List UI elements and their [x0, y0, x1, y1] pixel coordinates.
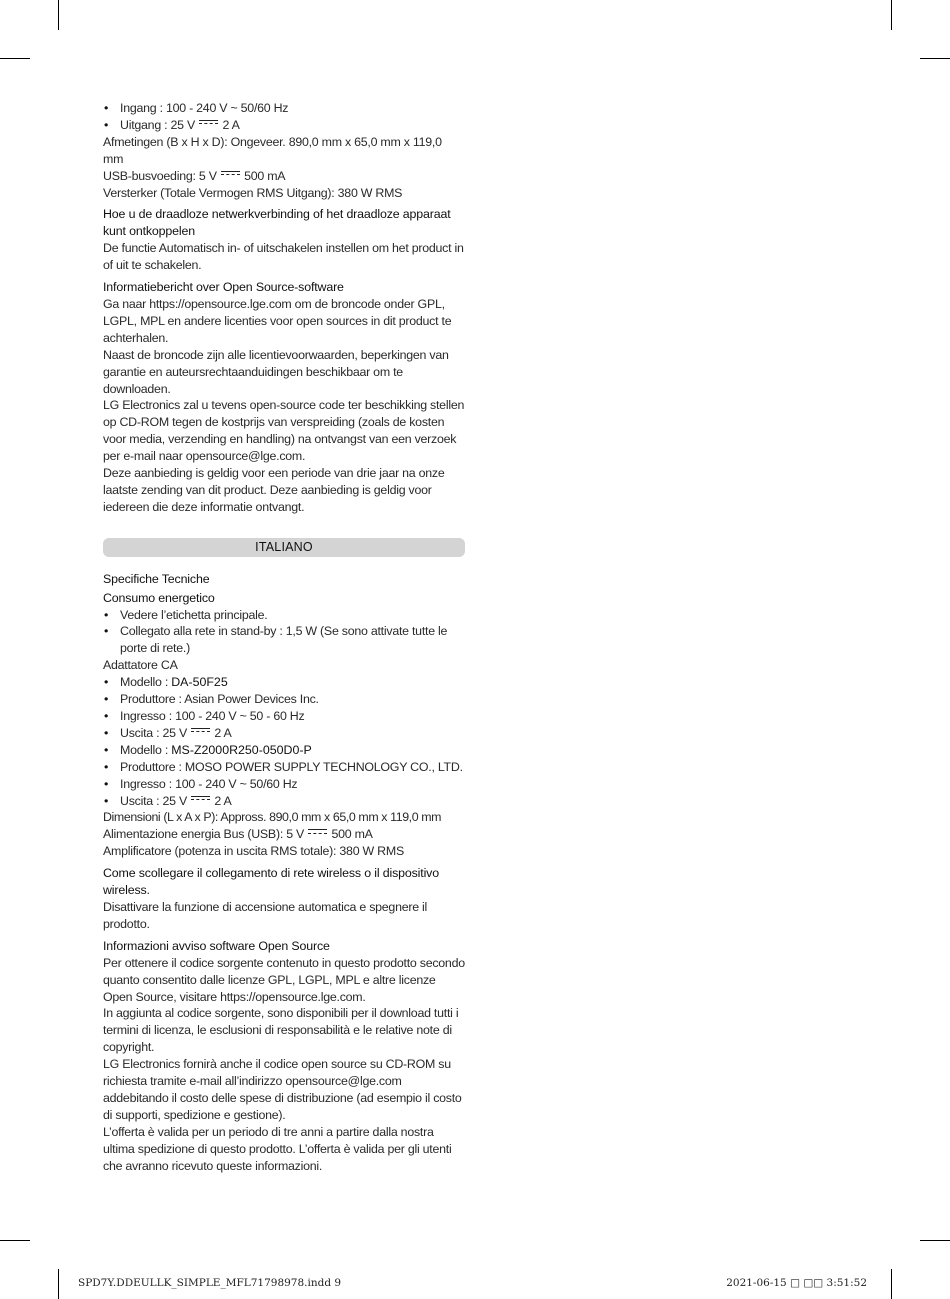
crop-mark-top-right-h — [920, 58, 950, 59]
nl-oss-paragraph-1: Ga naar https://opensource.lge.com om de broncode onder GPL, LGPL, MPL en andere licenties voor open sources in dit product te achterhalen. — [103, 296, 452, 345]
it-usb-label: Alimentazione energia Bus (USB): 5 V — [103, 827, 305, 842]
crop-mark-top-right-v — [891, 0, 892, 30]
it-specs-heading: Specifiche Tecniche — [103, 571, 210, 586]
dc-symbol-icon — [199, 120, 218, 128]
nl-usb-label: USB-busvoeding: 5 V — [103, 168, 217, 183]
it-adapter-heading: Adattatore CA — [103, 658, 178, 673]
footer-timestamp: 2021-06-15 □ □□ 3:51:52 — [726, 1277, 867, 1289]
nl-output-item — [103, 117, 465, 134]
item-label: Ingresso : 100 - 240 V ~ 50/60 Hz — [120, 776, 298, 791]
nl-oss-paragraph-3: LG Electronics zal u tevens open-source code ter beschikking stellen op CD-ROM tegen de kostprijs van verspreiding (zoals de kosten voor media, verzending en handling) na ontvangst van een verzoek per e-mail naar opensource@lge.com. — [103, 398, 465, 464]
nl-output-item — [103, 100, 465, 117]
item-label: Produttore : MOSO POWER SUPPLY TECHNOLOGY CO., LTD. — [120, 759, 463, 774]
item-label: Produttore : Asian Power Devices Inc. — [120, 692, 319, 707]
nl-amplifier: Versterker (Totale Vermogen RMS Uitgang): 380 W RMS — [103, 185, 403, 200]
dc-symbol-icon — [191, 728, 210, 736]
crop-mark-bottom-right-h — [920, 1240, 950, 1241]
it-adapter-item — [103, 708, 465, 725]
crop-mark-bottom-left-h — [0, 1240, 30, 1241]
it-adapter-item — [103, 793, 465, 810]
nl-oss-heading: Informatiebericht over Open Source-software — [103, 280, 344, 295]
it-power-list — [103, 607, 465, 658]
it-amplifier: Amplificatore (potenza in uscita RMS totale): 380 W RMS — [103, 844, 404, 859]
it-oss-paragraph-3: LG Electronics fornirà anche il codice open source su CD-ROM su richiesta tramite e-mail all’indirizzo opensource@lge.com addebitando il costo delle spese di distribuzione (ad esempio il costo di supporti, spedizione e gestione). — [103, 1057, 462, 1122]
it-adapter-item — [103, 691, 465, 708]
item-value: 2 A — [214, 725, 232, 740]
nl-usb-value: 500 mA — [244, 168, 286, 183]
crop-mark-bottom-left-v — [58, 1269, 59, 1299]
item-value: 2 A — [222, 117, 240, 132]
crop-mark-top-left-h — [0, 58, 30, 59]
item-value: 2 A — [214, 793, 232, 808]
it-usb-power — [103, 826, 465, 843]
item-label: Ingresso : 100 - 240 V ~ 50 - 60 Hz — [120, 709, 305, 723]
it-oss-paragraph-2: In aggiunta al codice sorgente, sono disponibili per il download tutti i termini di licenza, le esclusioni di responsabilità e le relative note di copyright. — [103, 1006, 459, 1055]
it-adapter-list — [103, 674, 465, 809]
it-oss-paragraph-4: L’offerta è valida per un periodo di tre anni a partire dalla nostra ultima spedizione di questo prodotto. L’offerta è valida per gli utenti che avranno ricevuto queste informazioni. — [103, 1124, 452, 1173]
it-dimensions: Dimensioni (L x A x P): Appross. 890,0 mm x 65,0 mm x 119,0 mm — [103, 810, 442, 825]
item-label: Uscita : 25 V — [120, 793, 187, 808]
language-section-bar: ITALIANO — [103, 538, 465, 557]
nl-dimensions: Afmetingen (B x H x D): Ongeveer. 890,0 mm x 65,0 mm x 119,0 mm — [103, 134, 442, 166]
crop-mark-bottom-right-v — [891, 1269, 892, 1299]
item-label: Uscita : 25 V — [120, 725, 187, 740]
it-adapter-item — [103, 725, 465, 742]
nl-oss-paragraph-2: Naast de broncode zijn alle licentievoorwaarden, beperkingen van garantie en auteursrechtaanduidingen beschikbaar om te downloaden. — [103, 347, 449, 396]
nl-usb-power — [103, 168, 465, 185]
dc-symbol-icon — [191, 796, 210, 804]
item-label: Uitgang : 25 V — [120, 117, 196, 132]
it-oss-heading: Informazioni avviso software Open Source — [103, 938, 330, 953]
it-oss-paragraph-1: Per ottenere il codice sorgente contenuto in questo prodotto secondo quanto consentito dalle licenze GPL, LGPL, MPL e altre licenze Open Source, visitare https://opensource.lge.com. — [103, 955, 465, 1004]
it-adapter-item — [103, 674, 465, 691]
it-power-heading: Consumo energetico — [103, 590, 215, 605]
it-power-item: • Vedere l’etichetta principale. — [103, 607, 465, 624]
item-label: Modello : — [120, 742, 172, 757]
dc-symbol-icon — [221, 171, 240, 179]
model-number: DA-50F25 — [171, 675, 228, 690]
nl-disconnect-text: De functie Automatisch in- of uitschakelen instellen om het product in of uit te schakelen. — [103, 241, 464, 273]
it-power-item: • Collegato alla rete in stand-by : 1,5 W (Se sono attivate tutte le porte di rete.) — [103, 623, 465, 657]
it-adapter-item — [103, 759, 465, 776]
footer-filename: SPD7Y.DDEULLK_SIMPLE_MFL71798978.indd 9 — [78, 1277, 342, 1289]
manual-column — [103, 100, 465, 1174]
it-disconnect-heading: Come scollegare il collegamento di rete wireless o il dispositivo wireless. — [103, 866, 439, 898]
dc-symbol-icon — [308, 829, 327, 837]
nl-oss-paragraph-4: Deze aanbieding is geldig voor een periode van drie jaar na onze laatste zending van dit product. Deze aanbieding is geldig voor iedereen die deze informatie ontvangt. — [103, 466, 445, 514]
item-label: Ingang : 100 - 240 V ~ 50/60 Hz — [120, 101, 289, 115]
it-disconnect-text: Disattivare la funzione di accensione automatica e spegnere il prodotto. — [103, 899, 428, 931]
it-adapter-item — [103, 742, 465, 759]
it-adapter-item — [103, 776, 465, 793]
item-label: Modello : — [120, 675, 172, 690]
nl-output-list — [103, 100, 465, 134]
model-number: MS-Z2000R250-050D0-P — [171, 742, 312, 757]
nl-disconnect-heading: Hoe u de draadloze netwerkverbinding of het draadloze apparaat kunt ontkoppelen — [103, 207, 451, 239]
crop-mark-top-left-v — [58, 0, 59, 30]
it-usb-value: 500 mA — [331, 827, 373, 842]
